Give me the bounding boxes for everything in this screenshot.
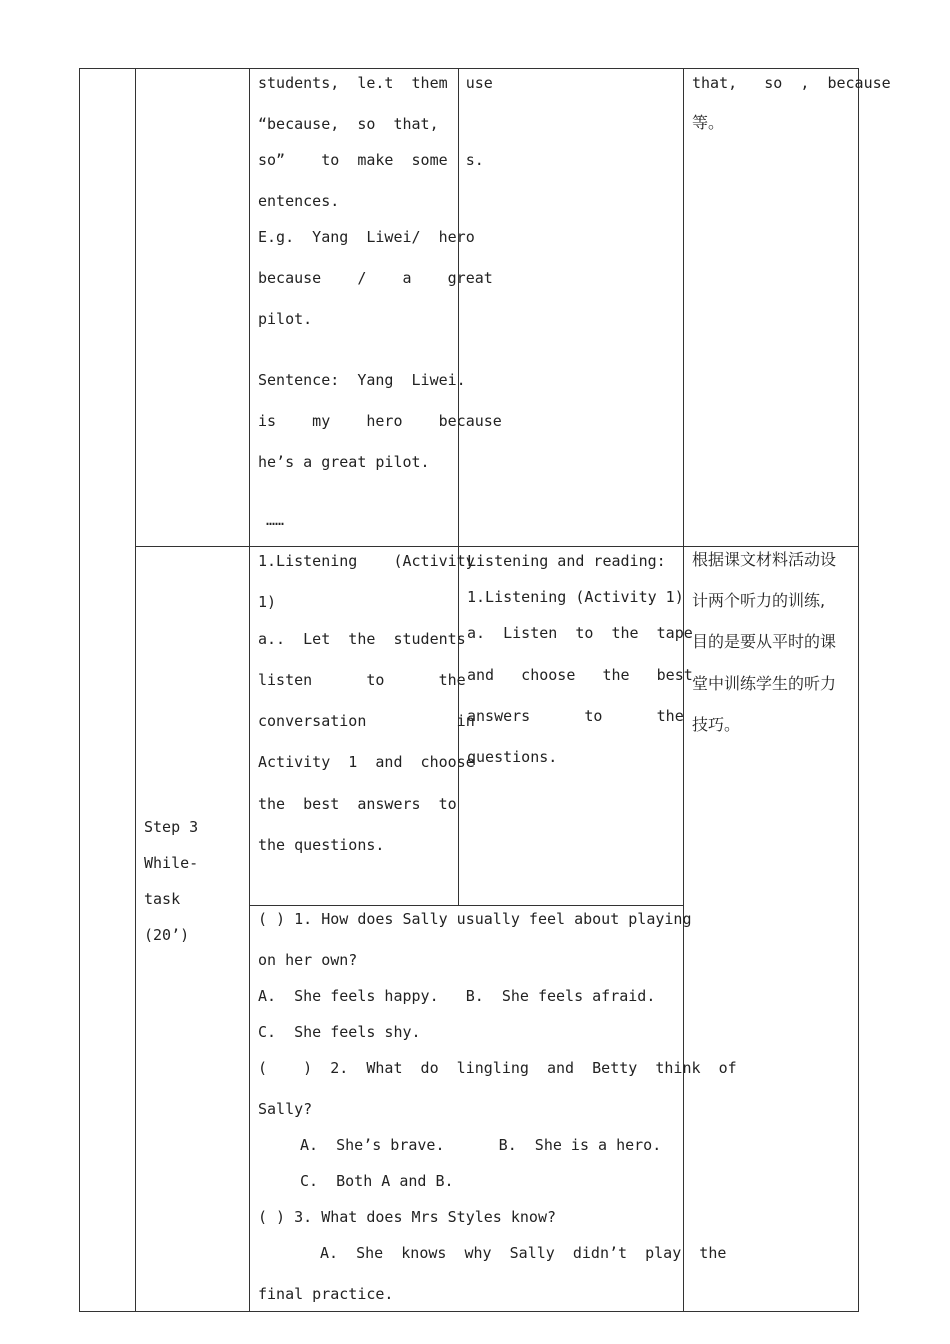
row2-teacher-line: the questions.: [258, 836, 385, 854]
question-option-line: A. She knows why Sally didn’t play the: [320, 1244, 727, 1262]
table-top-border: [79, 68, 859, 69]
row2-teacher-line: the best answers to: [258, 795, 457, 813]
column-divider-2: [249, 68, 250, 1312]
cell-divider: [249, 905, 684, 906]
row1-teacher-line: Sentence: Yang Liwei.: [258, 371, 466, 389]
row-divider: [135, 546, 859, 547]
row1-teacher-line: is my hero because: [258, 412, 502, 430]
question-line: Sally?: [258, 1100, 313, 1118]
row2-purpose-line: 目的是要从平时的课: [692, 632, 837, 651]
row2-student-line: questions.: [467, 748, 558, 766]
row2-student-line: a. Listen to the tape: [467, 624, 693, 642]
row1-teacher-line: pilot.: [258, 310, 313, 328]
question-option-line: final practice.: [258, 1285, 394, 1303]
row2-purpose-line: 计两个听力的训练,: [692, 591, 826, 610]
row2-student-line: answers to the: [467, 707, 684, 725]
step-label-line: (20’): [144, 926, 190, 944]
question-line: ( ) 2. What do lingling and Betty think of: [258, 1059, 737, 1077]
row1-teacher-line: because / a great: [258, 269, 493, 287]
row2-teacher-line: Activity 1 and choose: [258, 753, 475, 771]
step-label-line: Step 3: [144, 818, 199, 836]
row2-teacher-line: 1.Listening (Activity: [258, 552, 475, 570]
question-option-line: A. She feels happy. B. She feels afraid.: [258, 987, 656, 1005]
table-bottom-border: [79, 1311, 859, 1312]
row2-student-line: and choose the best: [467, 666, 693, 684]
row2-student-line: 1.Listening (Activity 1): [467, 588, 684, 606]
row2-teacher-line: 1): [258, 593, 277, 611]
row2-teacher-line: conversation in: [258, 712, 475, 730]
table-left-border: [79, 68, 80, 1312]
row2-teacher-line: a.. Let the students: [258, 630, 466, 648]
row2-purpose-line: 技巧。: [692, 715, 741, 734]
question-line: ( ) 3. What does Mrs Styles know?: [258, 1208, 557, 1226]
row2-purpose-line: 根据课文材料活动设: [692, 550, 837, 569]
row2-purpose-line: 堂中训练学生的听力: [692, 674, 837, 693]
column-divider-3: [458, 68, 459, 906]
question-option-line: C. She feels shy.: [258, 1023, 421, 1041]
column-divider-1: [135, 68, 136, 1312]
question-line: on her own?: [258, 951, 358, 969]
question-option-line: A. She’s brave. B. She is a hero.: [300, 1136, 662, 1154]
column-divider-4: [683, 68, 684, 1312]
row1-purpose-line: that, so , because: [692, 74, 891, 92]
row1-teacher-line: students, le.t them use: [258, 74, 493, 92]
table-right-border: [858, 68, 859, 1312]
row1-teacher-line: entences.: [258, 192, 340, 210]
question-option-line: C. Both A and B.: [300, 1172, 454, 1190]
question-line: ( ) 1. How does Sally usually feel about playing: [258, 910, 692, 928]
row1-ellipsis: ……: [266, 511, 285, 529]
row1-teacher-line: E.g. Yang Liwei/ hero: [258, 228, 475, 246]
step-label-line: task: [144, 890, 181, 908]
row2-student-line: Listening and reading:: [467, 552, 666, 570]
row2-teacher-line: listen to the: [258, 671, 466, 689]
row1-teacher-line: so” to make some s.: [258, 151, 484, 169]
row1-teacher-line: he’s a great pilot.: [258, 453, 430, 471]
row1-teacher-line: “because, so that,: [258, 115, 439, 133]
row1-purpose-line: 等。: [692, 113, 725, 132]
step-label-line: While-: [144, 854, 199, 872]
